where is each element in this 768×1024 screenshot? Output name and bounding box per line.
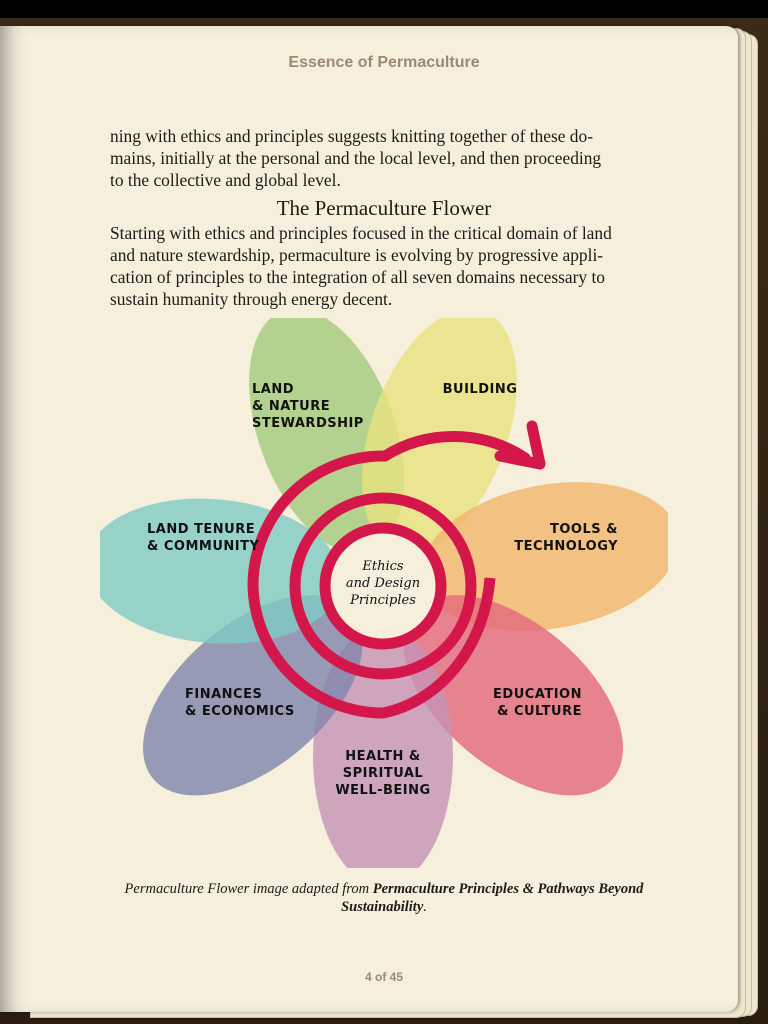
text-line: mains, initially at the personal and the local level, and then proceeding: [110, 148, 602, 168]
text-line: cation of principles to the integration of all seven domains necessary to: [110, 267, 606, 287]
petal-label: TOOLS & TECHNOLOGY: [514, 522, 618, 554]
text-line: and nature stewardship, permaculture is evolving by progressive appli-: [110, 245, 604, 265]
page-indicator: 4 of 45: [364, 970, 403, 984]
text-line: Starting with ethics and principles focused in the critical domain of land: [110, 223, 612, 243]
center-text: Ethics and Design Principles: [345, 559, 421, 608]
petal-label: LAND TENURE & COMMUNITY: [147, 522, 260, 554]
petal-label: FINANCES & ECONOMICS: [185, 687, 295, 719]
petal-label: BUILDING: [442, 382, 518, 397]
text-line: ning with ethics and principles suggests knitting together of these do-: [110, 126, 593, 146]
petal-label: EDUCATION & CULTURE: [493, 687, 582, 719]
petal-label: LAND & NATURE STEWARDSHIP: [252, 382, 364, 431]
text-line: to the collective and global level.: [110, 170, 341, 190]
figure-caption: [100, 880, 668, 916]
text-line: sustain humanity through energy decent.: [110, 289, 393, 309]
running-header: Essence of Permaculture: [288, 54, 480, 71]
body-paragraph-1: [110, 125, 658, 191]
caption-suffix: .: [423, 899, 427, 915]
body-paragraph-2: [110, 222, 658, 310]
petal-label: HEALTH & SPIRITUAL WELL-BEING: [335, 749, 431, 798]
caption-book-title: Permaculture Principles & Pathways Beyond Sustainability: [341, 881, 644, 915]
permaculture-flower-diagram: [100, 318, 668, 868]
caption-prefix: Permaculture Flower image adapted from: [124, 881, 373, 897]
section-heading: The Permaculture Flower: [276, 196, 492, 220]
